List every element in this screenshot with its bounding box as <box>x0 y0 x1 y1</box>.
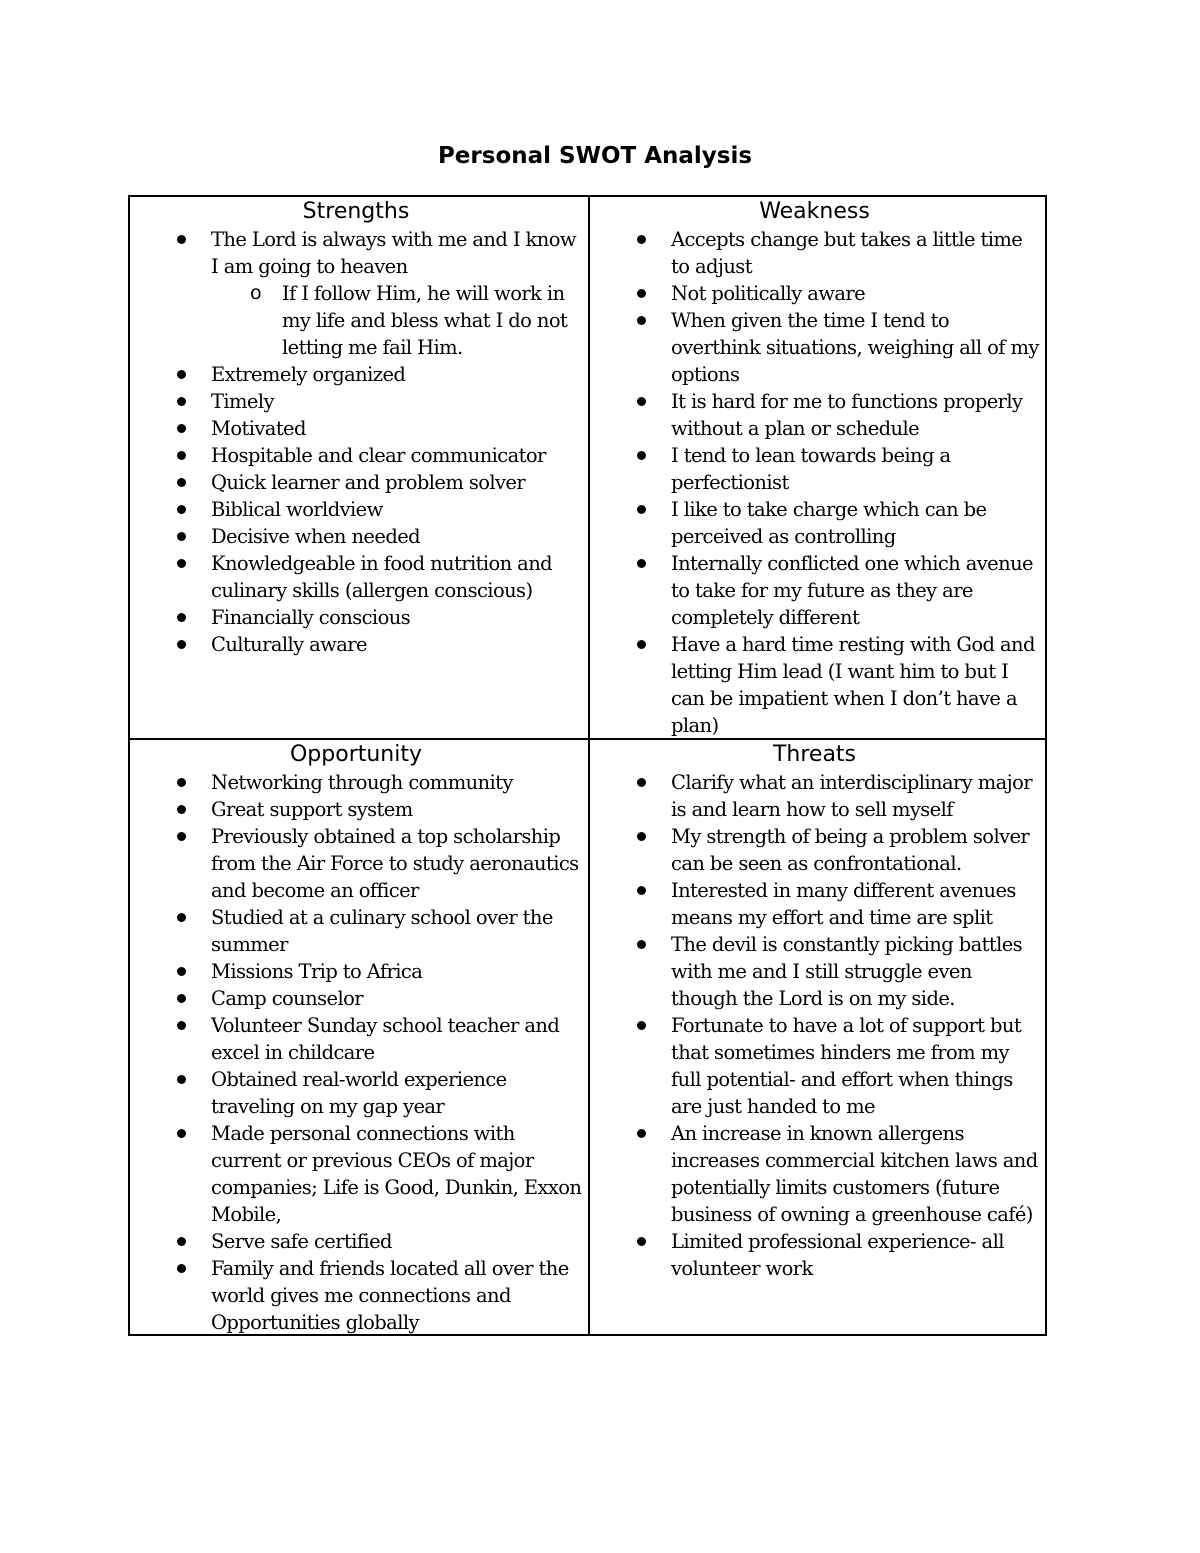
list-item <box>590 1228 1039 1282</box>
bullet-icon <box>177 1021 186 1030</box>
sub-list-item <box>130 280 582 361</box>
list-item-text: Volunteer Sunday school teacher and excel in childcare <box>211 1014 560 1064</box>
list-item-text: Family and friends located all over the world gives me connections and Opportunities globally <box>211 1257 569 1334</box>
opportunity-cell <box>130 740 590 1334</box>
list-item-text: Extremely organized <box>211 363 406 386</box>
bullet-icon <box>177 832 186 841</box>
list-item <box>130 415 582 442</box>
list-item <box>130 958 582 985</box>
list-item <box>590 1120 1039 1228</box>
list-item <box>130 985 582 1012</box>
strengths-heading: Strengths <box>302 199 410 224</box>
bullet-icon <box>637 1129 646 1138</box>
bullet-icon <box>637 397 646 406</box>
bullet-icon <box>637 778 646 787</box>
list-item-text: Motivated <box>211 417 306 440</box>
list-item <box>130 442 582 469</box>
bullet-icon <box>637 940 646 949</box>
list-item-text: Clarify what an interdisciplinary major is and learn how to sell myself <box>671 771 1032 821</box>
list-item-text: Obtained real-world experience traveling on my gap year <box>211 1068 507 1118</box>
bullet-icon <box>177 451 186 460</box>
bullet-icon <box>637 559 646 568</box>
bullet-icon <box>637 640 646 649</box>
list-item-text: The Lord is always with me and I know I am going to heaven <box>211 228 576 278</box>
list-item-text: It is hard for me to functions properly without a plan or schedule <box>671 390 1023 440</box>
list-item <box>130 796 582 823</box>
bullet-icon <box>177 1129 186 1138</box>
bullet-icon <box>177 1237 186 1246</box>
list-item <box>130 550 582 604</box>
list-item <box>590 877 1039 931</box>
bullet-icon <box>177 559 186 568</box>
bullet-icon <box>177 1075 186 1084</box>
swot-table <box>128 195 1047 1336</box>
list-item-text: Missions Trip to Africa <box>211 960 423 983</box>
list-item-text: An increase in known allergens increases commercial kitchen laws and potentially limits customers (future business of owning a greenhouse café) <box>671 1122 1038 1226</box>
hollow-bullet-icon: o <box>250 282 262 304</box>
list-item-text: Biblical worldview <box>211 498 383 521</box>
list-item <box>590 388 1039 442</box>
list-item-text: Culturally aware <box>211 633 367 656</box>
list-item <box>590 496 1039 550</box>
weakness-heading: Weakness <box>759 199 870 224</box>
list-item-text: Quick learner and problem solver <box>211 471 526 494</box>
bullet-icon <box>177 613 186 622</box>
list-item <box>130 604 582 631</box>
weakness-list <box>590 226 1039 739</box>
bullet-icon <box>637 1237 646 1246</box>
threats-heading: Threats <box>772 742 857 767</box>
list-item-text: Fortunate to have a lot of support but that sometimes hinders me from my full potential- and effort when things are just handed to me <box>671 1014 1022 1118</box>
list-item-text: Serve safe certified <box>211 1230 392 1253</box>
list-item <box>590 631 1039 739</box>
list-item <box>130 904 582 958</box>
list-item-text: Not politically aware <box>671 282 866 305</box>
bullet-icon <box>177 505 186 514</box>
bullet-icon <box>177 640 186 649</box>
list-item-text: Timely <box>211 390 274 413</box>
list-item <box>130 1066 582 1120</box>
list-item <box>130 496 582 523</box>
list-item-text: Previously obtained a top scholarship from the Air Force to study aeronautics and become an officer <box>211 825 579 902</box>
list-item-text: Decisive when needed <box>211 525 421 548</box>
list-item-text: Great support system <box>211 798 413 821</box>
threats-list <box>590 769 1039 1282</box>
list-item <box>590 442 1039 496</box>
list-item <box>130 1228 582 1255</box>
list-item <box>130 226 582 361</box>
bullet-icon <box>637 1021 646 1030</box>
bullet-icon <box>177 994 186 1003</box>
list-item-text: Internally conflicted one which avenue to take for my future as they are completely different <box>671 552 1033 629</box>
list-item-text: When given the time I tend to overthink situations, weighing all of my options <box>671 309 1039 386</box>
opportunity-list <box>130 769 582 1334</box>
list-item-text: Financially conscious <box>211 606 411 629</box>
bullet-icon <box>637 235 646 244</box>
bullet-icon <box>177 913 186 922</box>
bullet-icon <box>637 316 646 325</box>
list-item-text: Made personal connections with current or previous CEOs of major companies; Life is Good, Dunkin, Exxon Mobile, <box>211 1122 582 1226</box>
list-item <box>130 631 582 658</box>
list-item-text: Accepts change but takes a little time to adjust <box>671 228 1023 278</box>
list-item <box>590 550 1039 631</box>
list-item-text: Limited professional experience- all volunteer work <box>671 1230 1004 1280</box>
list-item <box>130 1012 582 1066</box>
bullet-icon <box>177 1264 186 1273</box>
list-item <box>590 769 1039 823</box>
list-item-text: My strength of being a problem solver can be seen as confrontational. <box>671 825 1030 875</box>
bullet-icon <box>177 424 186 433</box>
page-title: Personal SWOT Analysis <box>437 143 753 169</box>
list-item-text: Interested in many different avenues means my effort and time are split <box>671 879 1016 929</box>
strengths-cell <box>130 197 590 740</box>
list-item-text: Networking through community <box>211 771 513 794</box>
weakness-cell <box>590 197 1045 740</box>
list-item <box>590 1012 1039 1120</box>
opportunity-heading: Opportunity <box>289 742 423 767</box>
bullet-icon <box>177 532 186 541</box>
sub-list <box>211 280 582 361</box>
bullet-icon <box>637 505 646 514</box>
bullet-icon <box>637 832 646 841</box>
list-item <box>130 769 582 796</box>
list-item-text: Have a hard time resting with God and letting Him lead (I want him to but I can be impatient when I don’t have a plan) <box>671 633 1035 737</box>
list-item-text: Knowledgeable in food nutrition and culinary skills (allergen conscious) <box>211 552 553 602</box>
list-item <box>590 823 1039 877</box>
list-item-text: I like to take charge which can be perceived as controlling <box>671 498 987 548</box>
threats-cell <box>590 740 1045 1334</box>
list-item <box>130 469 582 496</box>
bullet-icon <box>177 397 186 406</box>
list-item <box>130 823 582 904</box>
bullet-icon <box>177 478 186 487</box>
list-item <box>590 307 1039 388</box>
bullet-icon <box>637 886 646 895</box>
list-item <box>590 931 1039 1012</box>
list-item-text: Hospitable and clear communicator <box>211 444 546 467</box>
list-item <box>590 280 1039 307</box>
list-item <box>130 523 582 550</box>
list-item-text: Camp counselor <box>211 987 363 1010</box>
bullet-icon <box>177 967 186 976</box>
bullet-icon <box>177 370 186 379</box>
list-item <box>590 226 1039 280</box>
bullet-icon <box>177 778 186 787</box>
sub-list-item-text: If I follow Him, he will work in my life and bless what I do not letting me fail Him. <box>282 282 568 359</box>
list-item <box>130 361 582 388</box>
bullet-icon <box>177 805 186 814</box>
list-item <box>130 388 582 415</box>
strengths-list <box>130 226 582 658</box>
bullet-icon <box>637 451 646 460</box>
list-item-text: The devil is constantly picking battles with me and I still struggle even though the Lord is on my side. <box>671 933 1023 1010</box>
bullet-icon <box>637 289 646 298</box>
list-item-text: I tend to lean towards being a perfectionist <box>671 444 951 494</box>
list-item-text: Studied at a culinary school over the summer <box>211 906 553 956</box>
list-item <box>130 1120 582 1228</box>
list-item <box>130 1255 582 1334</box>
bullet-icon <box>177 235 186 244</box>
